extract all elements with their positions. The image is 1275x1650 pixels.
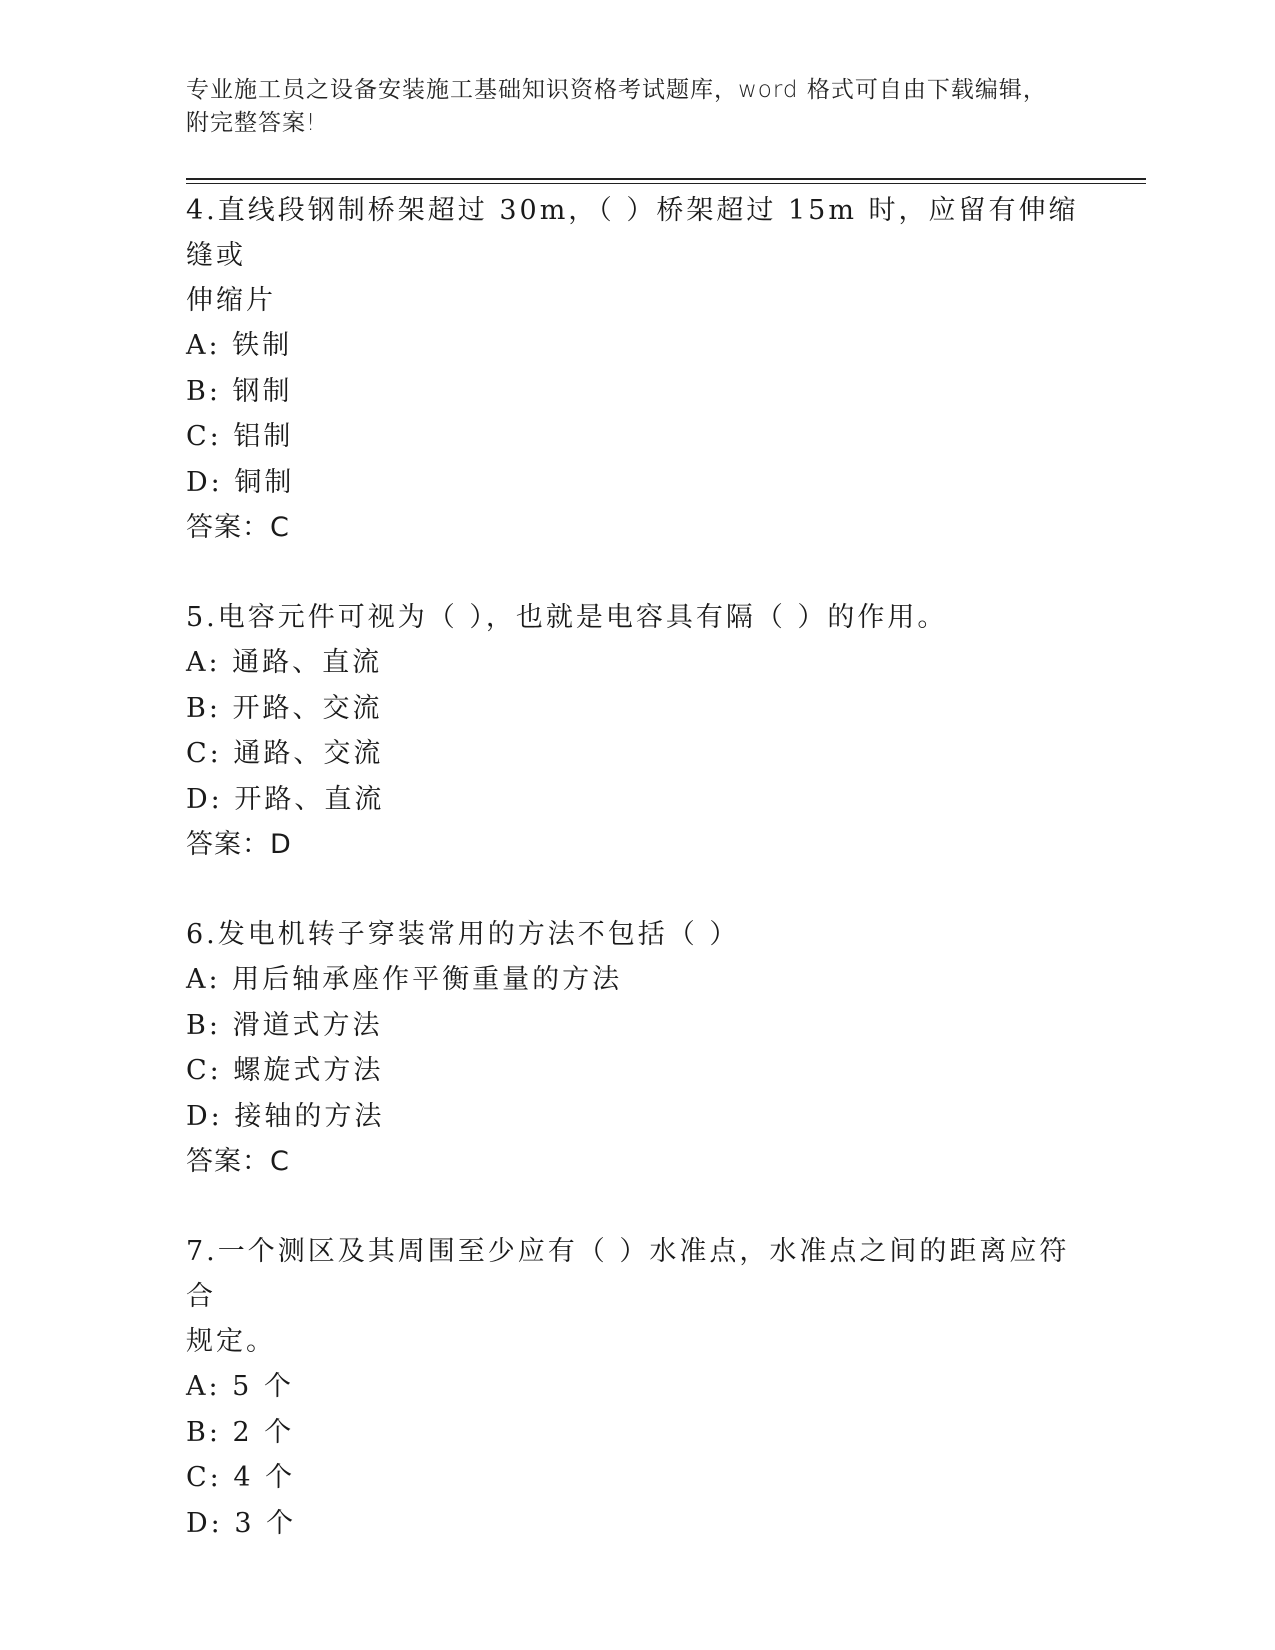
question-stem: 6.发电机转子穿装常用的方法不包括（ ） (186, 919, 740, 950)
question-answer: 答案：C (186, 512, 290, 543)
question-stem: 7.一个测区及其周围至少应有（ ）水准点，水准点之间的距离应符合 (186, 1236, 1070, 1312)
question-answer: 答案：D (186, 829, 292, 860)
question-option: C: 铝制 (186, 421, 294, 452)
question-option: A: 通路、直流 (186, 647, 383, 678)
question-option: C: 螺旋式方法 (186, 1055, 384, 1086)
header-divider-thick (186, 178, 1146, 180)
question-block (186, 1229, 1086, 1546)
question-option: B: 开路、交流 (186, 692, 383, 724)
header-line-2: 附完整答案! (186, 110, 317, 136)
question-stem: 规定。 (186, 1326, 276, 1357)
question-block (186, 188, 1086, 550)
question-option: D: 接轴的方法 (186, 1100, 385, 1132)
question-option: D: 铜制 (186, 466, 295, 498)
question-option: C: 通路、交流 (186, 738, 384, 769)
question-spacer (186, 867, 1086, 912)
question-option: A: 铁制 (186, 330, 293, 361)
question-spacer (186, 550, 1086, 595)
question-stem: 4.直线段钢制桥架超过 30m，（ ）桥架超过 15m 时，应留有伸缩缝或 (186, 195, 1079, 271)
header-divider-thin (186, 183, 1146, 184)
question-option: C: 4 个 (186, 1462, 296, 1493)
question-block (186, 595, 1086, 867)
header-line-1: 专业施工员之设备安装施工基础知识资格考试题库，word 格式可自由下载编辑， (186, 77, 1047, 103)
question-option: B: 滑道式方法 (186, 1009, 383, 1041)
question-stem: 伸缩片 (186, 285, 276, 316)
question-option: A: 用后轴承座作平衡重量的方法 (186, 964, 623, 995)
question-option: A: 5 个 (186, 1371, 294, 1402)
question-option: B: 2 个 (186, 1416, 295, 1448)
question-block (186, 912, 1086, 1184)
question-option: D: 3 个 (186, 1507, 297, 1539)
question-option: B: 钢制 (186, 375, 293, 407)
question-list (186, 188, 1086, 1546)
question-option: D: 开路、直流 (186, 783, 385, 815)
document-header (186, 74, 1086, 140)
question-stem: 5.电容元件可视为（ ），也就是电容具有隔（ ）的作用。 (186, 602, 948, 633)
question-spacer (186, 1184, 1086, 1229)
question-answer: 答案：C (186, 1146, 290, 1177)
